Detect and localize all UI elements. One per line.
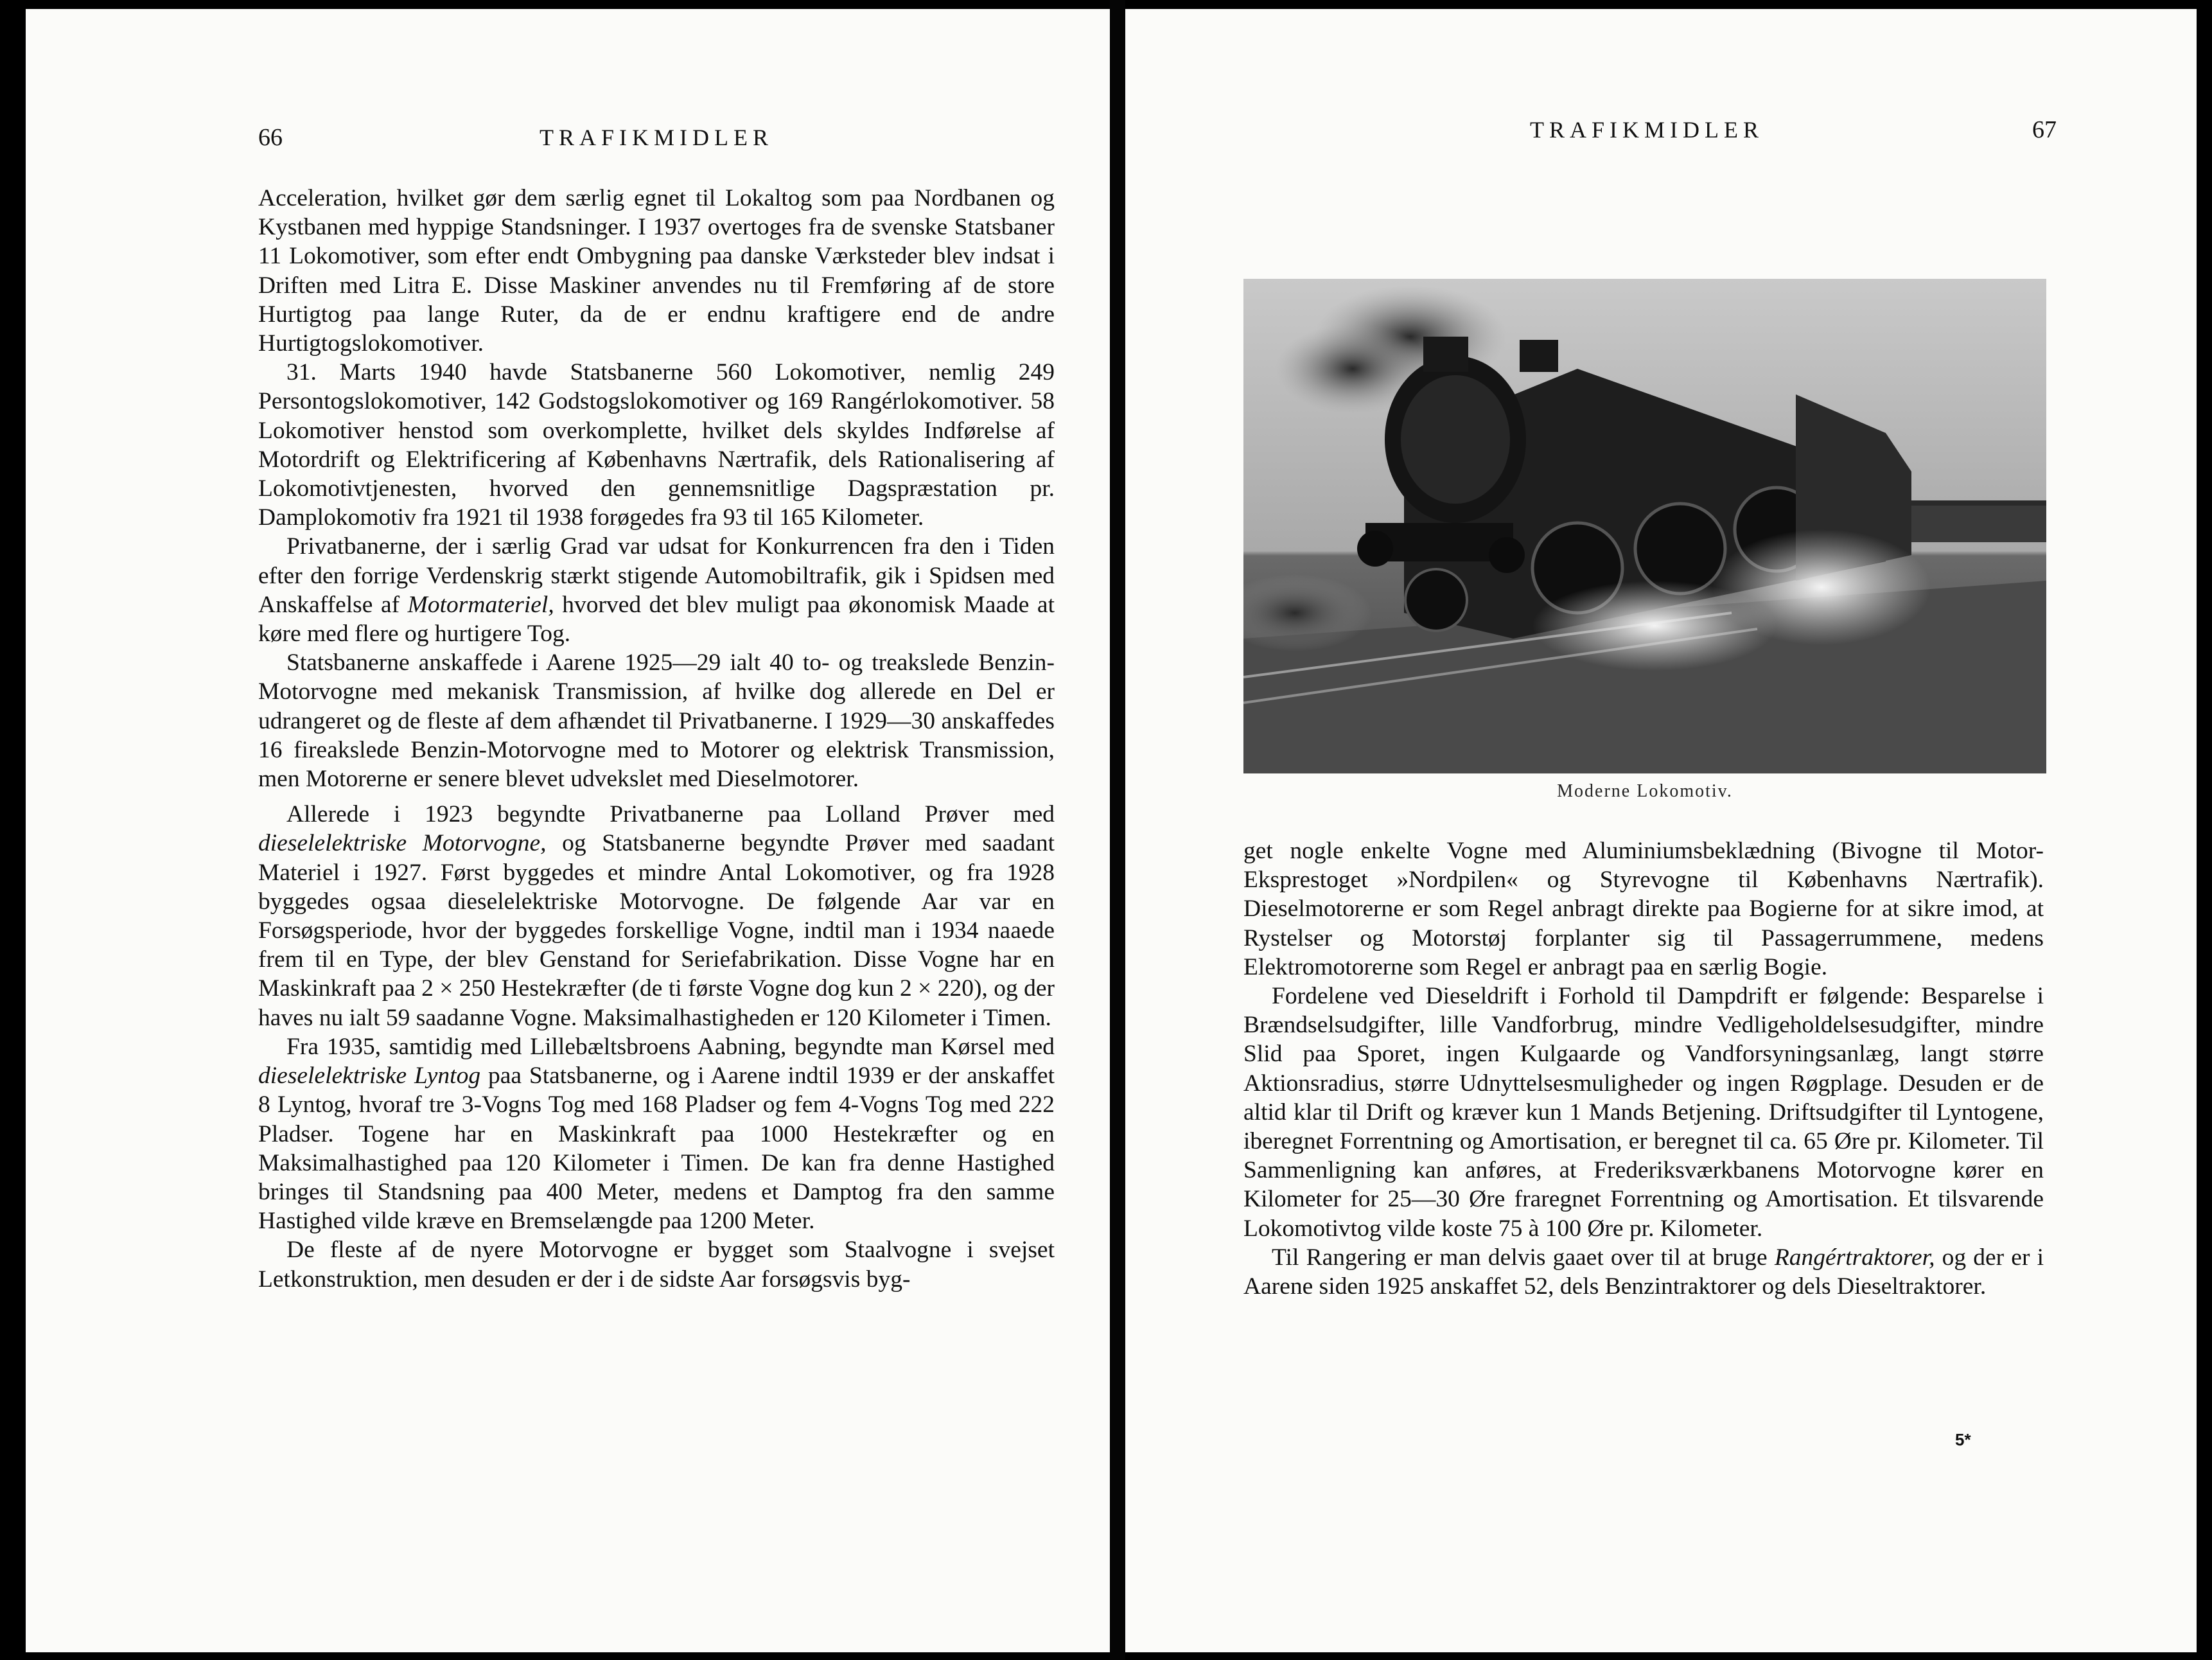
running-head-title: TRAFIKMIDLER xyxy=(1530,117,1764,143)
text-run: og Statsbanerne begyndte Prøver med saadant Materiel i 1927. Først byggedes et mindre Antal Lokomotiver, og fra 1928 byggedes ogsaa dieselelektriske Motorvogne. De følgende Aar var en Forsøgsperiode, hvor der byggedes forskellige Vogne, indtil man i 1934 naaede frem til en Type, der blev Genstand for Seriefabrikation. Disse Vogne har en Maskinkraft paa 2 × 250 Hestekræfter (de ti første Vogne dog kun 2 × 220), og der haves nu ialt 59 saadanne Vogne. Maksimalhastigheden er 120 Kilometer i Timen. xyxy=(258,830,1055,1031)
running-head-title: TRAFIKMIDLER xyxy=(540,125,773,150)
locomotive-photo xyxy=(1243,279,2046,773)
paragraph: Acceleration, hvilket gør dem særlig egnet til Lokaltog som paa Nordbanen og Kystbanen med hyppige Standsninger. I 1937 overtoges fra de svenske Statsbaner 11 Lokomotiver, som efter endt Ombygning paa danske Værksteder blev indsat i Driften med Litra E. Disse Maskiner anvendes nu til Fremføring af de store Hurtigtog paa lange Ruter, da de er endnu kraftigere end de andre Hurtigtogslokomotiver. xyxy=(258,185,1055,357)
paragraph: Statsbanerne anskaffede i Aarene 1925—29 ialt 40 to- og treakslede Benzin-Motorvogne med mekanisk Transmission, af hvilke dog allerede en Del er udrangeret og de fleste af dem afhændet til Privatbanerne. I 1929—30 anskaffedes 16 fireakslede Benzin-Motorvogne med to Motorer og elektrisk Transmission, men Motorerne er senere blevet udvekslet med Dieselmotorer. xyxy=(258,649,1055,793)
paragraph xyxy=(1243,1243,2044,1301)
body-text-right xyxy=(1243,836,2044,1301)
book-spine xyxy=(1110,0,1125,1660)
text-run: Privatbanerne, der i særlig Grad var udsat for Konkurrencen fra den i Tiden efter den forrige Verdenskrig stærkt stigende Automobiltrafik, gik i Spidsen med Anskaffelse af xyxy=(258,533,1055,618)
running-head-right xyxy=(1125,110,2197,149)
right-page xyxy=(1125,9,2197,1652)
text-run: Allerede i 1923 begyndte Privatbanerne paa Lolland Prøver med xyxy=(286,801,1055,828)
signature-mark: 5* xyxy=(1955,1430,1971,1449)
figure xyxy=(1243,279,2046,802)
page-number: 67 xyxy=(2032,116,2057,143)
paragraph: De fleste af de nyere Motorvogne er bygget som Staalvogne i svejset Letkonstruktion, men desuden er der i de sidste Aar forsøgsvis byg- xyxy=(258,1237,1055,1293)
running-head-left xyxy=(26,118,1110,157)
figure-caption: Moderne Lokomotiv. xyxy=(1557,781,1733,801)
left-page xyxy=(26,9,1110,1652)
text-run: hvorved det blev muligt paa økonomisk Maade at køre med flere og hurtigere Tog. xyxy=(258,591,1055,648)
body-text-left xyxy=(258,184,1055,1294)
italic-term: dieselelektriske Lyntog xyxy=(258,1063,481,1090)
italic-term: dieselelektriske Motorvogne, xyxy=(258,830,547,857)
text-run: paa Statsbanerne, og i Aarene indtil 1939 er der anskaffet 8 Lyntog, hvoraf tre 3-Vogns Tog med 168 Pladser og fem 4-Vogns Tog med 222 Pladser. Togene har en Maskinkraft paa 1000 Hestekræfter og en Maksimalhastighed paa 120 Kilometer i Timen. De kan fra denne Hastighed bringes til Standsning paa 400 Meter, medens et Damptog fra den samme Hastighed vilde kræve en Bremselængde paa 1200 Meter. xyxy=(258,1063,1055,1235)
italic-term: Motormateriel, xyxy=(407,591,554,618)
paragraph: Fordelene ved Dieseldrift i Forhold til Dampdrift er følgende: Besparelse i Brændselsudgifter, lille Vandforbrug, mindre Vedligeholdelsesudgifter, mindre Slid paa Sporet, ingen Kulgaarde og Vandforsyningsanlæg, langt større Aktionsradius, større Udnyttelsesmuligheder og ingen Røgplage. Desuden er de altid klar til Drift og kræver kun 1 Mands Betjening. Driftsudgifter til Lyntogene, iberegnet Forrentning og Amortisation, er beregnet til ca. 65 Øre pr. Kilometer. Til Sammenligning kan anføres, at Frederiksværkbanens Motorvogne kører en Kilometer for 25—30 Øre fraregnet Forrentning og Amortisation. Et tilsvarende Lokomotivtog vilde koste 75 à 100 Øre pr. Kilometer. xyxy=(1243,983,2044,1242)
text-run: Til Rangering er man delvis gaaet over til at bruge xyxy=(1272,1244,1775,1271)
paragraph xyxy=(258,532,1055,648)
paragraph xyxy=(258,800,1055,1032)
italic-term: Rangértraktorer, xyxy=(1774,1244,1935,1271)
page-number: 66 xyxy=(258,124,283,151)
paragraph xyxy=(258,1032,1055,1235)
text-run: og der er i Aarene siden 1925 anskaffet 52, dels Benzintraktorer og dels Dieseltraktorer. xyxy=(1243,1244,2044,1300)
paragraph: get nogle enkelte Vogne med Aluminiumsbeklædning (Bivogne til Motor-Eksprestoget »Nordpilen« og Styrevogne til Københavns Nærtrafik). Dieselmotorerne er som Regel anbragt direkte paa Bogierne for at sikre imod, at Rystelser og Motorstøj forplanter sig til Passagerrummene, medens Elektromotorerne som Regel er anbragt paa en særlig Bogie. xyxy=(1243,838,2044,980)
text-run: Fra 1935, samtidig med Lillebæltsbroens Aabning, begyndte man Kørsel med xyxy=(286,1033,1055,1060)
paragraph: 31. Marts 1940 havde Statsbanerne 560 Lokomotiver, nemlig 249 Persontogslokomotiver, 142 Godstogslokomotiver og 169 Rangérlokomotiver. 58 Lokomotiver henstod som overkomplette, hvilket dels skyldes Indførelse af Motordrift og Elektrificering af Københavns Nærtrafik, dels Rationalisering af Lokomotivtjenesten, hvorved den gennemsnitlige Dagspræstation pr. Damplokomotiv fra 1921 til 1938 forøgedes fra 93 til 165 Kilometer. xyxy=(258,359,1055,531)
